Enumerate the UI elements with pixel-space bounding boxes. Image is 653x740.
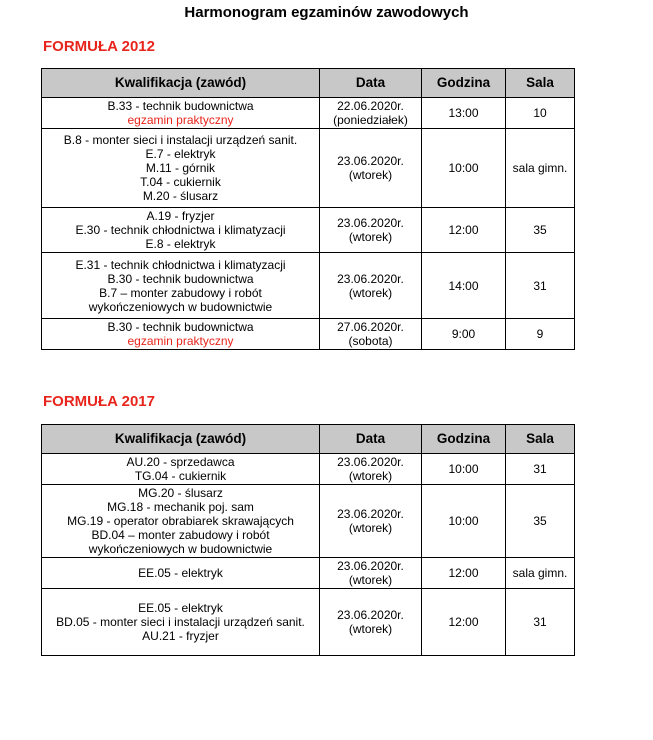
- exam-weekday: (wtorek): [348, 469, 393, 483]
- exam-date: 27.06.2020r.: [337, 320, 404, 334]
- table-row: [42, 454, 575, 485]
- exam-type-note: egzamin praktyczny: [127, 334, 234, 348]
- table-header-row: [42, 425, 575, 454]
- time-cell: 9:00: [422, 319, 506, 350]
- exam-date: 23.06.2020r.: [337, 154, 404, 168]
- exam-date: 23.06.2020r.: [337, 559, 404, 573]
- exam-type-note: egzamin praktyczny: [127, 113, 234, 127]
- header-sala: Sala: [506, 69, 575, 98]
- exam-weekday: (wtorek): [348, 521, 393, 535]
- qualification-line: M.20 - ślusarz: [142, 189, 219, 203]
- schedule-table-2012: [41, 68, 575, 350]
- date-cell: [320, 98, 422, 129]
- date-cell: [320, 589, 422, 656]
- room-cell: 9: [506, 319, 575, 350]
- qualification-cell: [42, 319, 320, 350]
- qualification-line: EE.05 - elektryk: [138, 566, 223, 580]
- table-row: [42, 485, 575, 558]
- room-cell: 35: [506, 208, 575, 253]
- qualification-line: TG.04 - cukiernik: [134, 469, 227, 483]
- exam-weekday: (wtorek): [348, 230, 393, 244]
- page-title: Harmonogram egzaminów zawodowych: [184, 4, 469, 21]
- room-cell: sala gimn.: [506, 129, 575, 208]
- header-godzina: Godzina: [422, 425, 506, 454]
- header-godzina: Godzina: [422, 69, 506, 98]
- date-cell: [320, 253, 422, 319]
- qualification-line: M.11 - górnik: [145, 161, 216, 175]
- exam-weekday: (sobota): [348, 334, 393, 348]
- header-kwalifikacja: Kwalifikacja (zawód): [42, 69, 320, 98]
- qualification-line: A.19 - fryzjer: [146, 209, 215, 223]
- time-cell: 12:00: [422, 208, 506, 253]
- qualification-line: wykończeniowych w budownictwie: [88, 542, 273, 556]
- time-cell: 12:00: [422, 558, 506, 589]
- table-header-row: [42, 69, 575, 98]
- qualification-cell: [42, 454, 320, 485]
- exam-date: 23.06.2020r.: [337, 271, 404, 286]
- table-row: [42, 589, 575, 656]
- header-kwalifikacja: Kwalifikacja (zawód): [42, 425, 320, 454]
- exam-weekday: (wtorek): [348, 573, 393, 587]
- qualification-line: AU.20 - sprzedawca: [126, 455, 235, 469]
- table-row: [42, 129, 575, 208]
- date-cell: [320, 454, 422, 485]
- table-row: [42, 253, 575, 319]
- exam-date: 22.06.2020r.: [337, 99, 404, 113]
- room-cell: sala gimn.: [506, 558, 575, 589]
- qualification-line: MG.19 - operator obrabiarek skrawających: [67, 514, 294, 528]
- date-cell: [320, 129, 422, 208]
- room-cell: 31: [506, 454, 575, 485]
- qualification-line: BD.05 - monter sieci i instalacji urządzeń sanit.: [56, 615, 305, 629]
- room-cell: 31: [506, 253, 575, 319]
- qualification-line: B.30 - technik budownictwa: [107, 271, 254, 286]
- qualification-line: E.7 - elektryk: [145, 147, 216, 161]
- exam-weekday: (wtorek): [348, 285, 393, 300]
- qualification-line: AU.21 - fryzjer: [142, 629, 219, 643]
- exam-date: 23.06.2020r.: [337, 608, 404, 622]
- qualification-line: MG.18 - mechanik poj. sam: [107, 500, 254, 514]
- schedule-table-2017: [41, 424, 575, 656]
- header-sala: Sala: [506, 425, 575, 454]
- header-data: Data: [320, 69, 422, 98]
- time-cell: 14:00: [422, 253, 506, 319]
- qualification-cell: [42, 208, 320, 253]
- qualification-cell: [42, 589, 320, 656]
- time-cell: 12:00: [422, 589, 506, 656]
- qualification-line: B.30 - technik budownictwa: [107, 320, 254, 334]
- section-title-2012: FORMUŁA 2012: [43, 38, 155, 55]
- table-row: [42, 319, 575, 350]
- room-cell: 31: [506, 589, 575, 656]
- time-cell: 10:00: [422, 485, 506, 558]
- date-cell: [320, 208, 422, 253]
- qualification-cell: [42, 98, 320, 129]
- qualification-line: T.04 - cukiernik: [140, 175, 221, 189]
- qualification-cell: [42, 129, 320, 208]
- qualification-line: EE.05 - elektryk: [138, 601, 223, 615]
- qualification-line: BD.04 – monter zabudowy i robót: [91, 528, 270, 542]
- qualification-cell: [42, 253, 320, 319]
- date-cell: [320, 485, 422, 558]
- qualification-line: B.8 - monter sieci i instalacji urządzeń sanit.: [63, 133, 298, 147]
- time-cell: 10:00: [422, 454, 506, 485]
- date-cell: [320, 558, 422, 589]
- qualification-line: B.7 – monter zabudowy i robót: [99, 285, 262, 300]
- date-cell: [320, 319, 422, 350]
- exam-weekday: (poniedziałek): [333, 113, 408, 127]
- qualification-line: MG.20 - ślusarz: [138, 486, 223, 500]
- qualification-cell: [42, 558, 320, 589]
- table-row: [42, 208, 575, 253]
- exam-weekday: (wtorek): [348, 622, 393, 636]
- table-row: [42, 558, 575, 589]
- section-title-2017: FORMUŁA 2017: [43, 393, 155, 410]
- table-row: [42, 98, 575, 129]
- qualification-line: E.31 - technik chłodnictwa i klimatyzacji: [75, 257, 286, 272]
- qualification-cell: [42, 485, 320, 558]
- qualification-line: E.30 - technik chłodnictwa i klimatyzacji: [75, 223, 286, 237]
- exam-date: 23.06.2020r.: [337, 507, 404, 521]
- qualification-line: wykończeniowych w budownictwie: [88, 299, 273, 314]
- room-cell: 35: [506, 485, 575, 558]
- exam-date: 23.06.2020r.: [337, 455, 404, 469]
- header-data: Data: [320, 425, 422, 454]
- time-cell: 13:00: [422, 98, 506, 129]
- time-cell: 10:00: [422, 129, 506, 208]
- exam-date: 23.06.2020r.: [337, 216, 404, 230]
- qualification-line: E.8 - elektryk: [145, 237, 216, 251]
- qualification-line: B.33 - technik budownictwa: [107, 99, 254, 113]
- room-cell: 10: [506, 98, 575, 129]
- exam-weekday: (wtorek): [348, 168, 393, 182]
